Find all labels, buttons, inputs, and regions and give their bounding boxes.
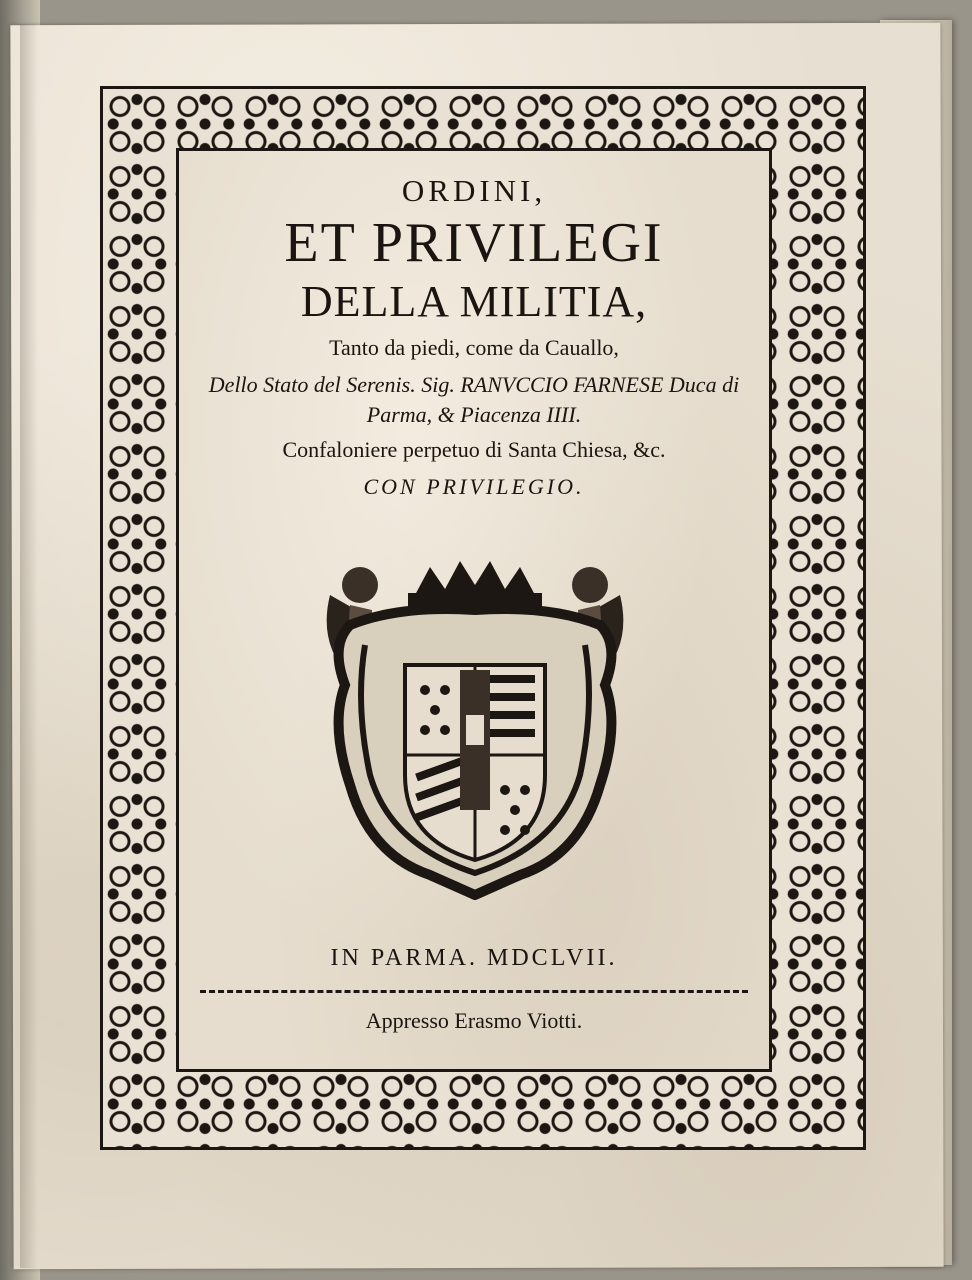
title-block: [176, 170, 772, 504]
imprint-rule: [200, 990, 748, 993]
subtitle-line: Tanto da piedi, come da Cauallo,: [329, 335, 619, 360]
page-fold-shadow: [20, 24, 38, 1268]
confaloniere-line: Confaloniere perpetuo di Santa Chiesa, &c.: [282, 437, 666, 462]
dedication-line: Dello Stato del Serenis. Sig. RANVCCIO FARNESE Duca di Parma, & Piacenza IIII.: [208, 372, 740, 427]
title-line-militia: DELLA MILITIA,: [300, 277, 648, 326]
place-date: IN PARMA. MDCLVII.: [330, 945, 618, 971]
privilege-line: CON PRIVILEGIO.: [363, 474, 585, 499]
farnese-coat-of-arms-icon: [310, 555, 640, 900]
printer-line: Appresso Erasmo Viotti.: [365, 1008, 583, 1033]
title-line-privilegi: ET PRIVILEGI: [284, 212, 664, 274]
title-line-ordini: ORDINI,: [401, 173, 547, 208]
